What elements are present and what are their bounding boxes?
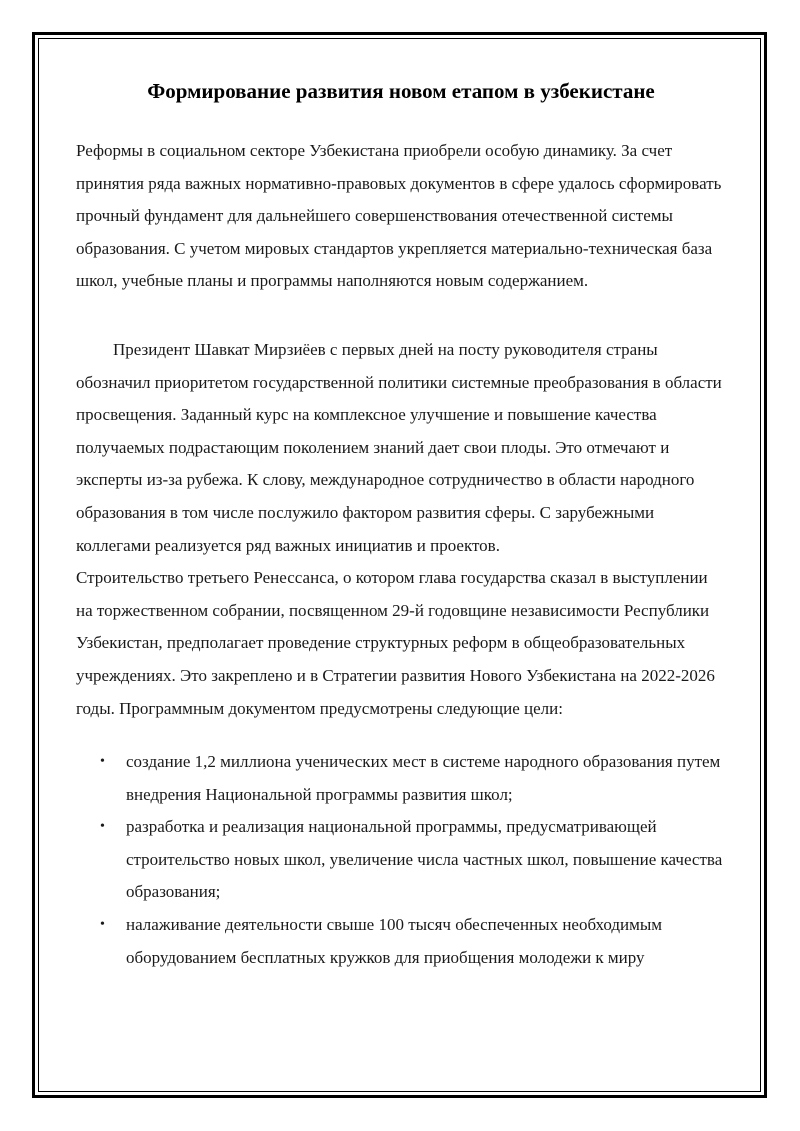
list-item	[76, 811, 726, 909]
list-item-text: создание 1,2 миллиона ученических мест в системе народного образования путем внедрения Национальной программы развития школ;	[126, 752, 721, 804]
bullet-icon: •	[100, 819, 105, 835]
bullet-icon: •	[100, 917, 105, 933]
paragraph-reforms: Реформы в социальном секторе Узбекистана приобрели особую динамику. За счет принятия ряда важных нормативно-правовых документов в сфере удалось сформировать прочный фундамент для дальнейшего совершенствования отечественной системы образования. С учетом мировых стандартов укрепляется материально-техническая база школ, учебные планы и программы наполняются новым содержанием.	[76, 141, 722, 291]
list-item-text: разработка и реализация национальной программы, предусматривающей строительство новых школ, увеличение числа частных школ, повышение качества образования;	[126, 817, 723, 902]
goals-list	[76, 746, 726, 974]
list-item-text: налаживание деятельности свыше 100 тысяч обеспеченных необходимым оборудованием бесплатных кружков для приобщения молодежи к миру	[126, 915, 663, 967]
paragraph-renaissance: Строительство третьего Ренессанса, о котором глава государства сказал в выступлении на торжественном собрании, посвященном 29-й годовщине независимости Республики Узбекистан, предполагает проведение структурных реформ в общеобразовательных учреждениях. Это закреплено и в Стратегии развития Нового Узбекистана на 2022-2026 годы. Программным документом предусмотрены следующие цели:	[76, 568, 715, 718]
list-item	[76, 746, 726, 811]
document-title: Формирование развития новом етапом в узбекистане	[147, 79, 655, 103]
list-spacer	[76, 725, 726, 746]
paragraph-president: Президент Шавкат Мирзиёев с первых дней на посту руководителя страны обозначил приоритетом государственной политики системные преобразования в области просвещения. Заданный курс на комплексное улучшение и повышение качества получаемых подрастающим поколением знаний дает свои плоды. Это отмечают и эксперты из-за рубежа. К слову, международное сотрудничество в области народного образования в том числе послужило фактором развития сферы. С зарубежными коллегами реализуется ряд важных инициатив и проектов.	[76, 339, 722, 555]
list-item	[76, 909, 726, 974]
paragraph-spacer	[76, 298, 726, 334]
bullet-icon: •	[100, 754, 105, 770]
document-body	[76, 72, 726, 974]
